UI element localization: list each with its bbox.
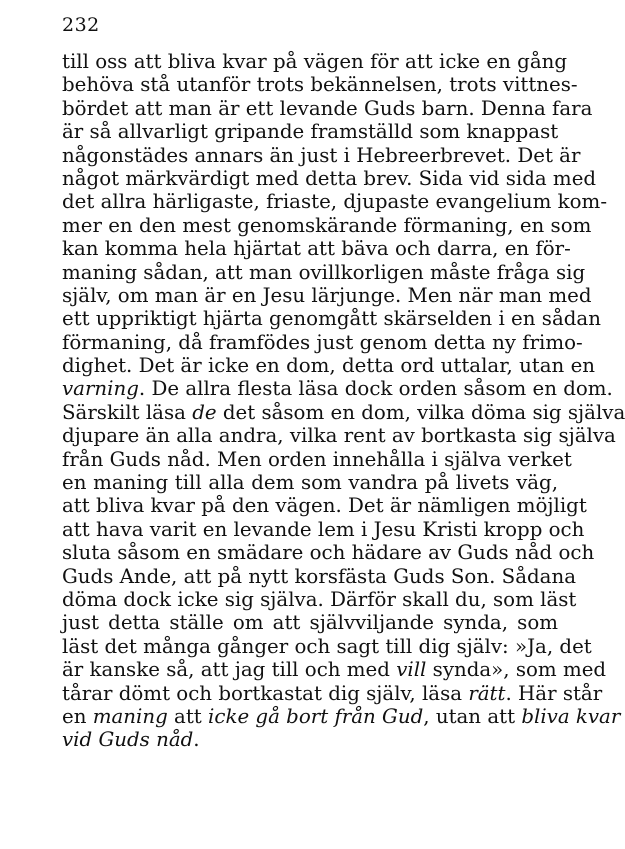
italic-text: maning bbox=[92, 704, 168, 728]
text-run: en maning till alla dem som vandra på livets väg, bbox=[62, 471, 558, 495]
text-run: en bbox=[62, 704, 93, 728]
text-run: döma dock icke sig själva. Därför skall du, som läst bbox=[62, 587, 577, 611]
text-line bbox=[62, 541, 595, 565]
text-line bbox=[62, 330, 583, 354]
text-run: . De allra flesta läsa dock orden såsom en dom. bbox=[138, 377, 613, 401]
text-line bbox=[62, 143, 581, 167]
text-line bbox=[62, 96, 593, 120]
text-line bbox=[62, 190, 607, 214]
body-text bbox=[62, 50, 625, 752]
text-run: , utan att bbox=[423, 704, 522, 728]
text-line bbox=[62, 400, 625, 424]
text-run: till oss att bliva kvar på vägen för att icke en gång bbox=[62, 50, 568, 73]
text-line bbox=[62, 260, 586, 284]
text-run: är så allvarligt gripande framställd som knappast bbox=[62, 120, 559, 144]
text-line bbox=[62, 471, 558, 494]
text-line bbox=[62, 587, 577, 611]
text-line bbox=[62, 634, 592, 658]
text-line bbox=[62, 517, 585, 541]
text-line bbox=[62, 658, 607, 682]
text-run: sluta såsom en smädare och hädare av Guds nåd och bbox=[62, 541, 595, 565]
text-run: tårar dömt och bortkastat dig själv, läsa bbox=[62, 681, 469, 705]
text-run: . bbox=[193, 728, 200, 752]
text-line bbox=[62, 237, 571, 261]
italic-text: varning bbox=[62, 377, 139, 401]
page-number: 232 bbox=[62, 14, 100, 36]
text-run: läst det många gånger och sagt till dig själv: »Ja, det bbox=[62, 634, 592, 658]
text-line bbox=[62, 681, 603, 705]
italic-text: rätt bbox=[468, 681, 506, 705]
text-run: behöva stå utanför trots bekännelsen, trots vittnes- bbox=[62, 73, 578, 97]
text-line bbox=[62, 50, 568, 73]
text-line bbox=[62, 283, 592, 307]
text-line bbox=[62, 120, 558, 143]
text-run: ett uppriktigt hjärta genomgått skärselden i en sådan bbox=[62, 307, 601, 331]
text-run: från Guds nåd. Men orden innehålla i själva verket bbox=[62, 447, 572, 471]
text-run: maning sådan, att man ovillkorligen måste fråga sig bbox=[62, 260, 586, 284]
text-run: det allra härligaste, friaste, djupaste evangelium kom- bbox=[62, 190, 607, 214]
text-run: att hava varit en levande lem i Jesu Kristi kropp och bbox=[62, 517, 585, 541]
text-run: . Här står bbox=[505, 681, 603, 705]
text-run: något märkvärdigt med detta brev. Sida vid sida med bbox=[62, 166, 597, 190]
text-line bbox=[62, 564, 576, 588]
text-run: det såsom en dom, vilka döma sig själva bbox=[216, 400, 625, 424]
text-run: mer en den mest genomskärande förmaning, en som bbox=[62, 213, 592, 237]
text-run: djupare än alla andra, vilka rent av bortkasta sig själva bbox=[62, 424, 616, 448]
text-line bbox=[62, 166, 597, 190]
text-run: att bbox=[167, 704, 209, 728]
text-line bbox=[62, 611, 558, 634]
text-run: själv, om man är en Jesu lärjunge. Men när man med bbox=[62, 283, 592, 307]
text-line bbox=[62, 354, 596, 378]
italic-text: bliva kvar bbox=[521, 704, 621, 728]
italic-text: icke gå bort från Gud bbox=[208, 704, 424, 728]
text-line bbox=[62, 704, 621, 728]
text-line bbox=[62, 728, 558, 751]
text-line bbox=[62, 307, 601, 331]
text-line bbox=[62, 377, 613, 401]
italic-text: de bbox=[192, 400, 217, 424]
text-run: Guds Ande, att på nytt korsfästa Guds Son. Sådana bbox=[62, 564, 576, 588]
text-run: bördet att man är ett levande Guds barn. Denna fara bbox=[62, 96, 593, 120]
text-line bbox=[62, 213, 592, 237]
text-line bbox=[62, 494, 587, 518]
text-line bbox=[62, 424, 616, 448]
text-run: kan komma hela hjärtat att bäva och darra, en för- bbox=[62, 237, 571, 261]
text-run: att bliva kvar på den vägen. Det är nämligen möjligt bbox=[62, 494, 587, 518]
text-run: förmaning, då framfödes just genom detta ny frimo- bbox=[62, 330, 583, 354]
italic-text: vid Guds nåd bbox=[62, 728, 194, 752]
text-run: Särskilt läsa bbox=[62, 400, 193, 424]
text-line bbox=[62, 447, 572, 471]
text-line bbox=[62, 73, 578, 97]
italic-text: vill bbox=[396, 658, 427, 682]
text-run: dighet. Det är icke en dom, detta ord uttalar, utan en bbox=[62, 354, 596, 378]
text-run: är kanske så, att jag till och med bbox=[62, 658, 397, 682]
text-run: någonstädes annars än just i Hebreerbrevet. Det är bbox=[62, 143, 581, 167]
text-run: just detta ställe om att självviljande synda, som bbox=[62, 611, 558, 635]
text-run: synda», som med bbox=[426, 658, 607, 682]
